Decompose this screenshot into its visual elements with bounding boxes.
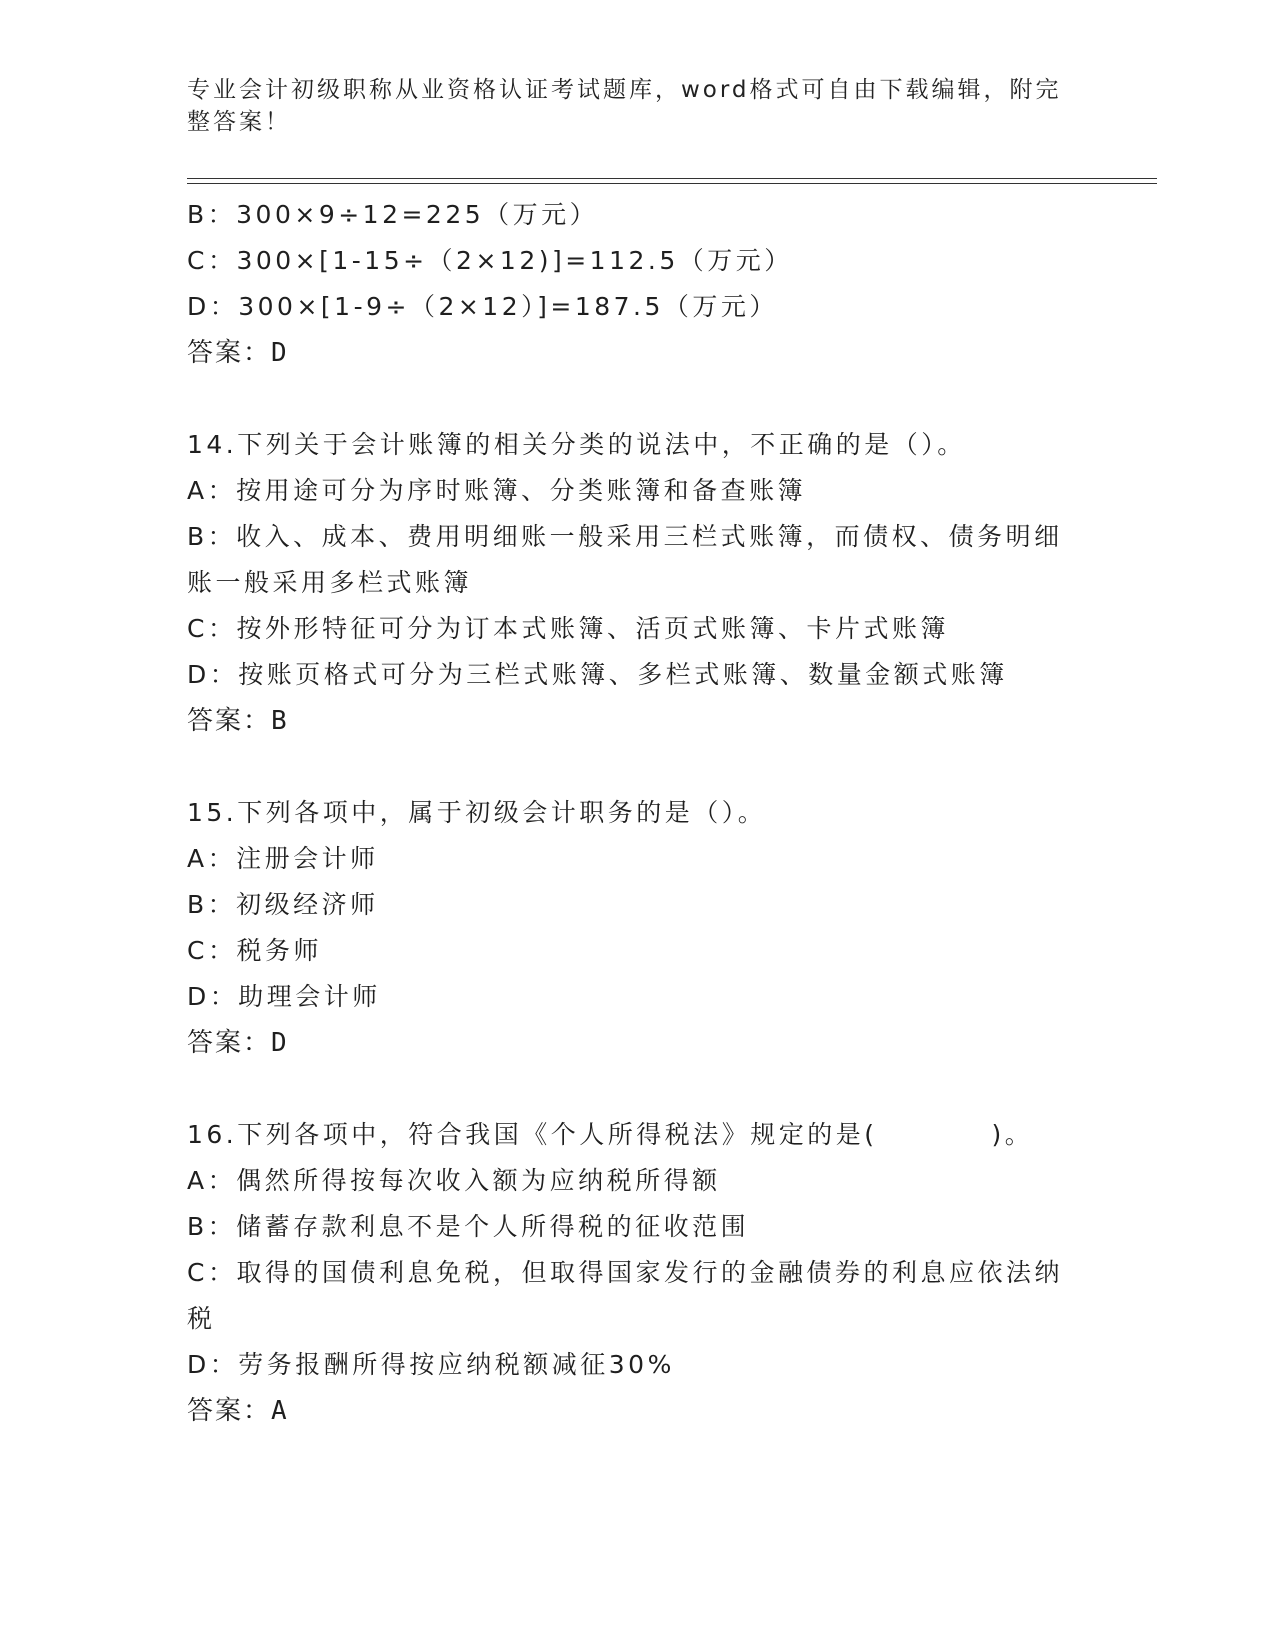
option-c: C：税务师	[187, 936, 322, 965]
question-content	[187, 192, 1087, 1434]
header-rule-bottom	[187, 183, 1157, 184]
option-c: C：按外形特征可分为订本式账簿、活页式账簿、卡片式账簿	[187, 614, 949, 643]
question-stem: 14.下列关于会计账簿的相关分类的说法中，不正确的是（）。	[187, 430, 966, 459]
option-a: A：按用途可分为序时账簿、分类账簿和备查账簿	[187, 476, 807, 505]
option-b: B：300×9÷12=225（万元）	[187, 200, 599, 229]
answer-line: 答案：D	[187, 338, 289, 368]
option-d: D：助理会计师	[187, 982, 381, 1011]
question-14	[187, 422, 1087, 744]
question-stem: 15.下列各项中，属于初级会计职务的是（）。	[187, 798, 767, 827]
option-b: B：收入、成本、费用明细账一般采用三栏式账簿，而债权、债务明细账一般采用多栏式账簿	[187, 522, 1063, 597]
option-d: D：300×[1-9÷（2×12）]=187.5（万元）	[187, 292, 778, 321]
question-15	[187, 790, 1087, 1066]
option-a: A：偶然所得按每次收入额为应纳税所得额	[187, 1166, 721, 1195]
previous-question-tail	[187, 192, 1087, 376]
option-d: D：按账页格式可分为三栏式账簿、多栏式账簿、数量金额式账簿	[187, 660, 1008, 689]
answer-line: 答案：D	[187, 1028, 289, 1058]
question-16	[187, 1112, 1087, 1434]
option-b: B：储蓄存款利息不是个人所得税的征收范围	[187, 1212, 750, 1241]
header-rule-top	[187, 178, 1157, 179]
option-a: A：注册会计师	[187, 844, 379, 873]
document-header: 专业会计初级职称从业资格认证考试题库，word格式可自由下载编辑，附完整答案！	[187, 77, 1062, 135]
option-b: B：初级经济师	[187, 890, 379, 919]
question-stem: 16.下列各项中，符合我国《个人所得税法》规定的是( )。	[187, 1120, 1034, 1149]
option-d: D：劳务报酬所得按应纳税额减征30%	[187, 1350, 675, 1379]
answer-line: 答案：A	[187, 1396, 289, 1426]
answer-line: 答案：B	[187, 706, 289, 736]
option-c: C：取得的国债利息免税，但取得国家发行的金融债券的利息应依法纳税	[187, 1258, 1063, 1333]
option-c: C：300×[1-15÷（2×12)]=112.5（万元）	[187, 246, 793, 275]
